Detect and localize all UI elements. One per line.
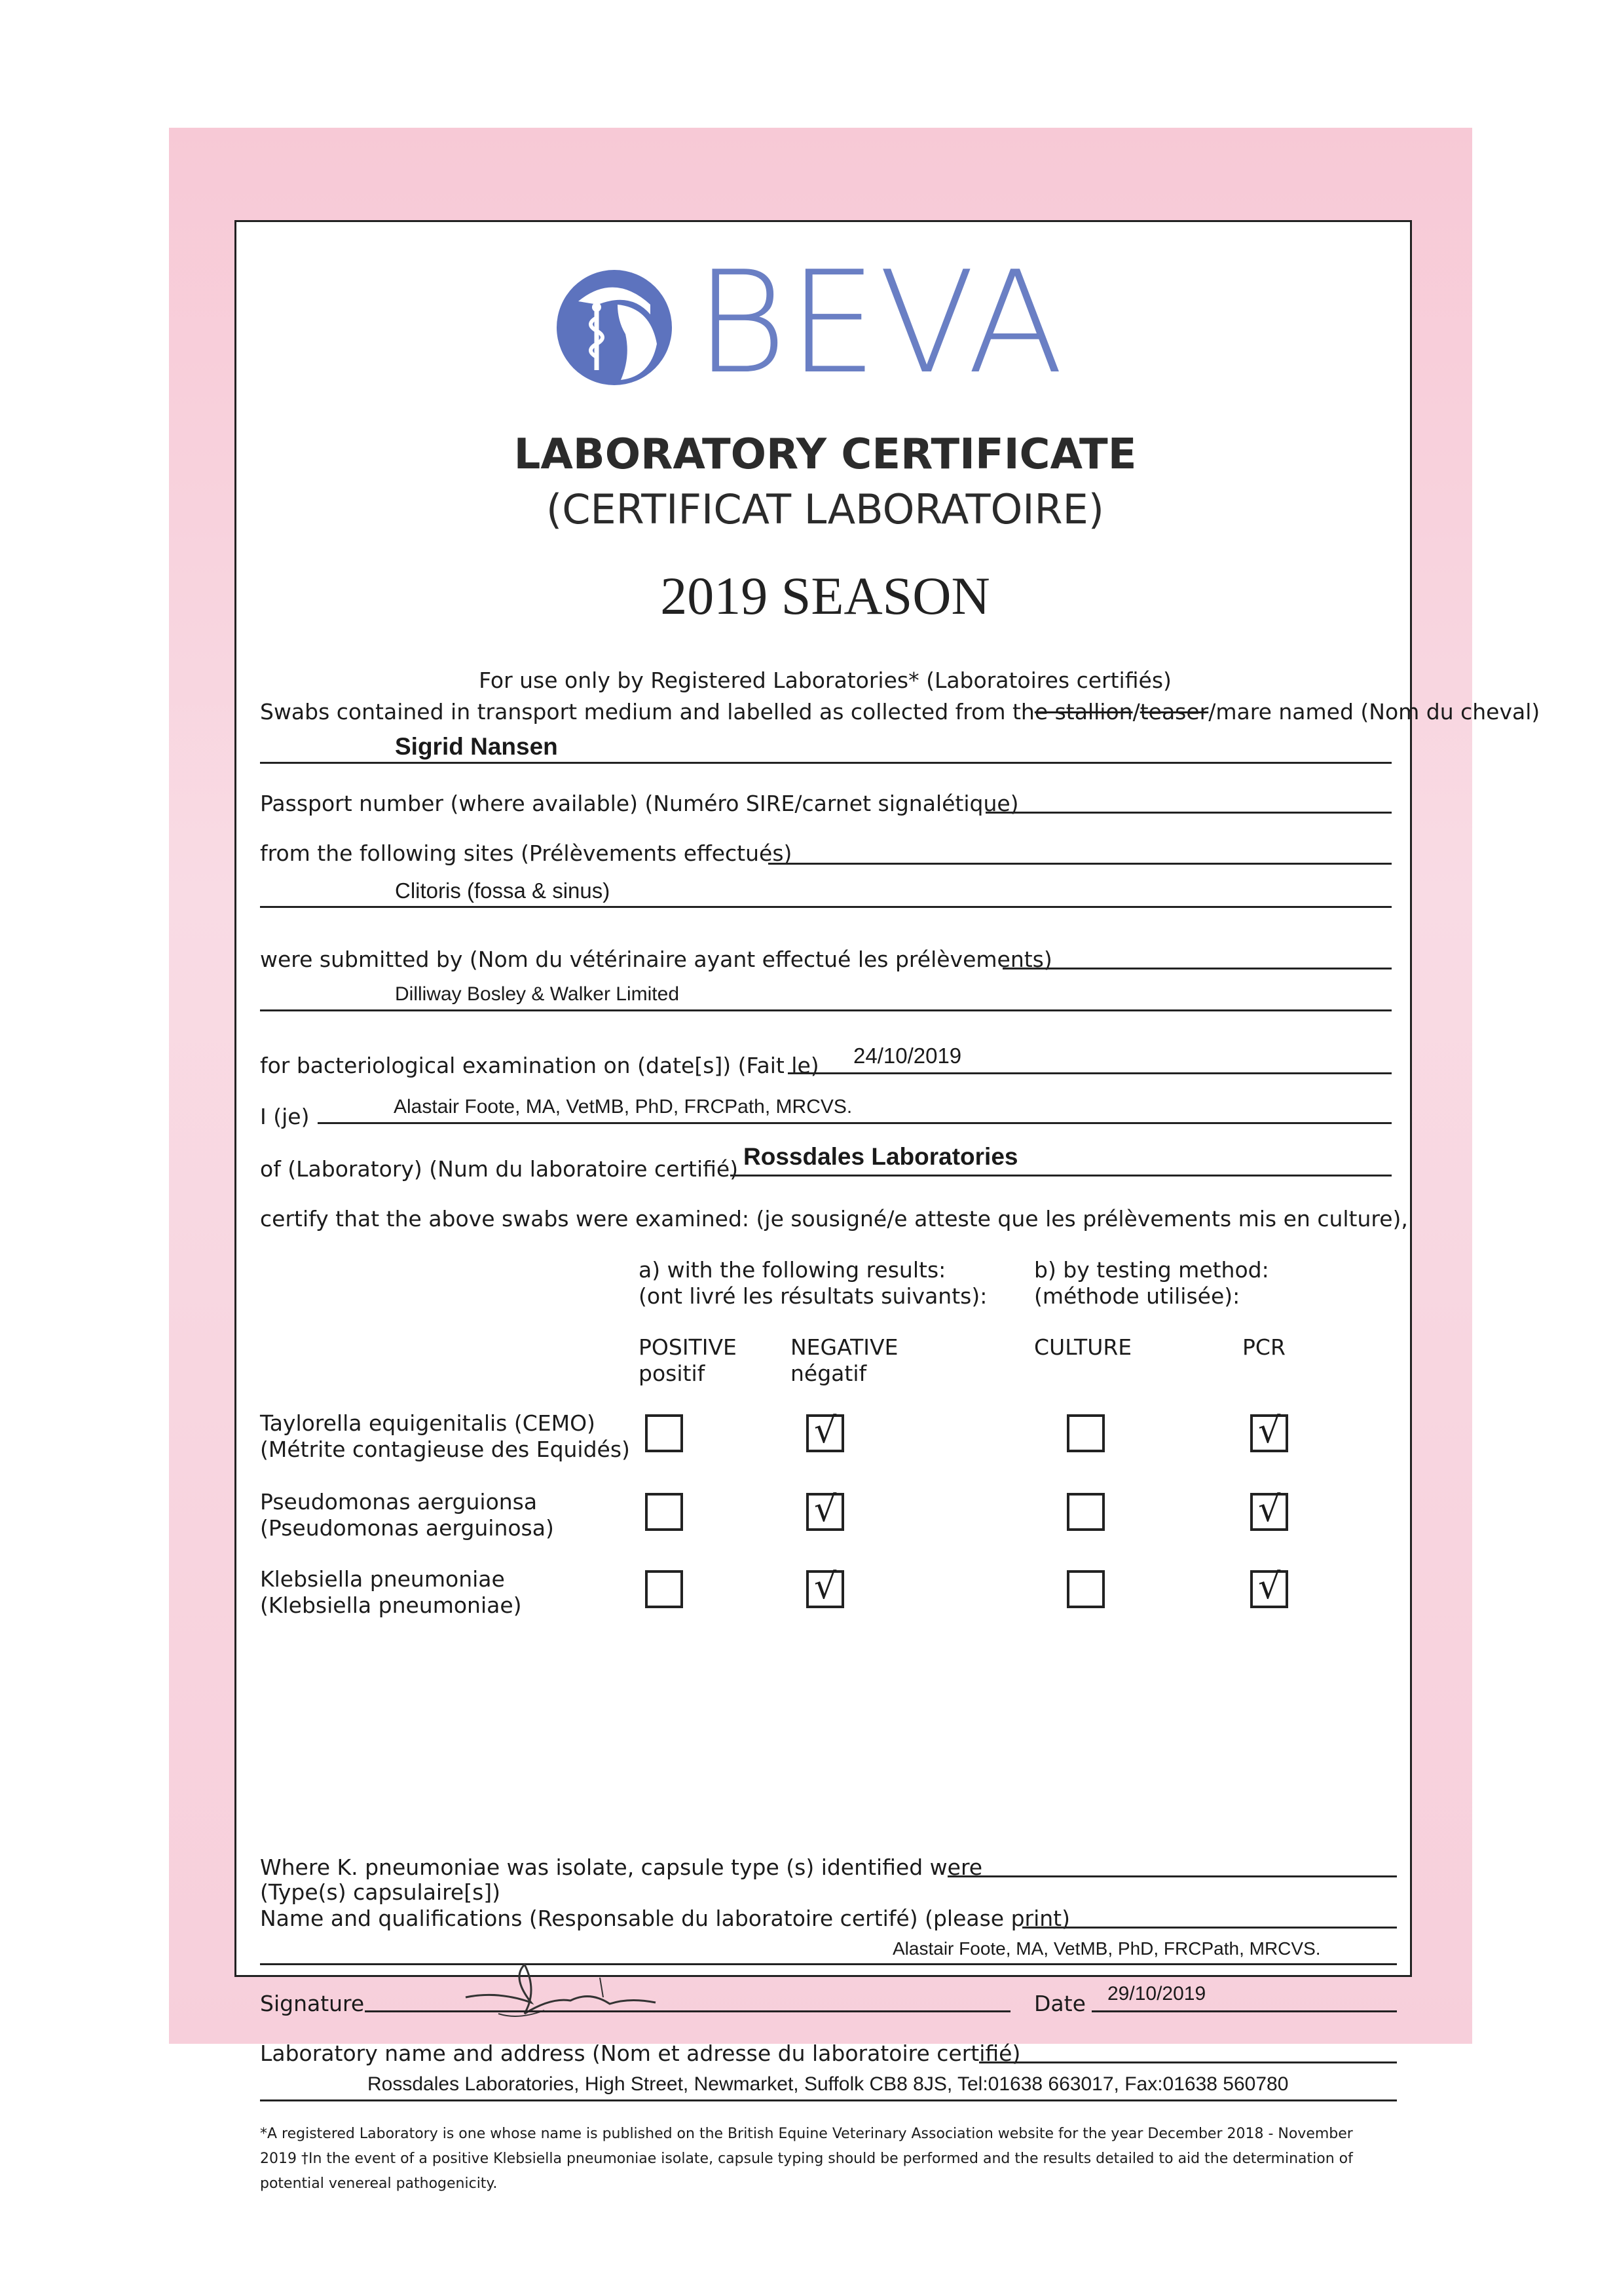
sites-line-1 [768, 863, 1392, 865]
i-label: I (je) [260, 1104, 310, 1129]
logo-text: BEVA [695, 240, 1066, 405]
sites-label: from the following sites (Prélèvements effectués) [260, 840, 792, 866]
passport-line [986, 812, 1392, 814]
name-line-2 [260, 1963, 1397, 1965]
intro-text-end: /mare named (Nom du cheval) [1208, 699, 1540, 725]
submitted-value: Dilliway Bosley & Walker Limited [395, 983, 680, 1005]
date-line [1092, 2010, 1397, 2012]
page-subtitle: (CERTIFICAT LABORATOIRE) [546, 485, 1104, 533]
date-label: Date [1034, 1991, 1086, 2016]
signature-label: Signature [260, 1991, 365, 2016]
submitted-label: were submitted by (Nom du vétérinaire ayant effectué les prélèvements) [260, 947, 1052, 972]
lab-address-value: Rossdales Laboratories, High Street, Newmarket, Suffolk CB8 8JS, Tel:01638 663017, Fax:01638 560780 [367, 2073, 1289, 2095]
season-heading: 2019 SEASON [660, 566, 990, 626]
negative-header: NEGATIVE [790, 1334, 899, 1360]
organism-name: Taylorella equigenitalis (CEMO) [260, 1410, 595, 1436]
intro-line-1: For use only by Registered Laboratories* (Laboratoires certifiés) [479, 668, 1172, 693]
pcr-checkbox[interactable] [1250, 1566, 1288, 1608]
pcr-checkbox[interactable] [1250, 1488, 1288, 1531]
sites-value: Clitoris (fossa & sinus) [395, 878, 610, 903]
exam-date-value: 24/10/2019 [853, 1044, 962, 1068]
name-qualifications-label: Name and qualifications (Responsable du laboratoire certifé) (please print) [260, 1906, 1071, 1931]
negative-checkbox[interactable] [806, 1566, 844, 1608]
results-header-2: (ont livré les résultats suivants): [639, 1283, 988, 1309]
organism-name: Pseudomonas aerguionsa [260, 1489, 538, 1515]
struck-teaser: teaser [1140, 699, 1209, 725]
signed-date-value: 29/10/2019 [1107, 1983, 1206, 2004]
organism-name-fr: (Pseudomonas aerguinosa) [260, 1515, 554, 1541]
organism-name-fr: (Métrite contagieuse des Equidés) [260, 1437, 630, 1462]
laboratory-line [730, 1175, 1392, 1176]
negative-checkbox[interactable] [806, 1410, 844, 1452]
organism-name: Klebsiella pneumoniae [260, 1566, 505, 1592]
checkmark-icon: √ [1258, 1488, 1281, 1530]
horse-name-value: Sigrid Nansen [395, 733, 558, 760]
laboratory-value: Rossdales Laboratories [743, 1143, 1018, 1170]
certificate-frame [234, 220, 1540, 2192]
exam-date-label: for bacteriological examination on (date[s]) (Fait le) [260, 1053, 819, 1078]
struck-stallion: e stallion [1034, 699, 1133, 725]
lab-address-line-1 [979, 2061, 1397, 2063]
results-header-1: a) with the following results: [639, 1257, 946, 1283]
i-value: Alastair Foote, MA, VetMB, PhD, FRCPath, MRCVS. [394, 1096, 853, 1118]
pcr-header: PCR [1242, 1334, 1286, 1360]
pcr-checkbox[interactable] [1250, 1410, 1288, 1452]
signature-line [365, 2010, 1010, 2012]
culture-checkbox[interactable] [1067, 1493, 1105, 1531]
certify-statement: certify that the above swabs were examined: (je sousigné/e atteste que les prélèvements mis en culture), [260, 1206, 1408, 1232]
positive-checkbox[interactable] [645, 1414, 683, 1452]
method-header-1: b) by testing method: [1034, 1257, 1269, 1283]
negative-checkbox[interactable] [806, 1488, 844, 1531]
checkmark-icon: √ [1258, 1410, 1281, 1451]
culture-header: CULTURE [1034, 1334, 1132, 1360]
negative-header-fr: négatif [790, 1361, 867, 1386]
beva-horse-logo-icon [552, 265, 677, 390]
checkmark-icon: √ [814, 1488, 837, 1530]
passport-label: Passport number (where available) (Numéro SIRE/carnet signalétique) [260, 791, 1019, 816]
checkmark-icon: √ [814, 1566, 837, 1607]
lab-address-label: Laboratory name and address (Nom et adresse du laboratoire certifié) [260, 2041, 1021, 2066]
capsule-line [948, 1875, 1397, 1877]
name-line-1 [1022, 1927, 1397, 1929]
intro-text: Swabs contained in transport medium and labelled as collected from th [260, 699, 1035, 725]
positive-header: POSITIVE [639, 1334, 737, 1360]
sites-line-2 [260, 906, 1392, 908]
i-line [318, 1122, 1392, 1124]
culture-checkbox[interactable] [1067, 1414, 1105, 1452]
handwritten-signature [459, 1951, 669, 2023]
checkmark-icon: √ [1258, 1566, 1281, 1607]
laboratory-label: of (Laboratory) (Num du laboratoire certifié) [260, 1156, 739, 1182]
submitted-line-2 [260, 1009, 1392, 1011]
submitted-line-1 [1003, 968, 1392, 969]
positive-header-fr: positif [639, 1361, 705, 1386]
footnote-line-3: potential venereal pathogenicity. [260, 2175, 498, 2192]
positive-checkbox[interactable] [645, 1493, 683, 1531]
horse-name-line [260, 762, 1392, 764]
lab-address-line-2 [260, 2099, 1397, 2101]
footnote-line-2: 2019 †In the event of a positive Klebsiella pneumoniae isolate, capsule typing should be performed and the results detailed to aid the determination of [260, 2151, 1353, 2167]
organism-name-fr: (Klebsiella pneumoniae) [260, 1592, 522, 1618]
exam-date-line [788, 1072, 1392, 1074]
positive-checkbox[interactable] [645, 1570, 683, 1608]
footnote-line-1: *A registered Laboratory is one whose name is published on the British Equine Veterinary Association website for the year December 2018 - November [260, 2126, 1353, 2142]
culture-checkbox[interactable] [1067, 1570, 1105, 1608]
intro-sep: / [1132, 699, 1140, 725]
checkmark-icon: √ [814, 1410, 837, 1451]
capsule-label: Where K. pneumoniae was isolate, capsule type (s) identified were [260, 1854, 983, 1880]
intro-line-2 [260, 699, 1540, 725]
method-header-2: (méthode utilisée): [1034, 1283, 1240, 1309]
capsule-label-fr: (Type(s) capsulaire[s]) [260, 1879, 501, 1905]
name-qualifications-value: Alastair Foote, MA, VetMB, PhD, FRCPath, MRCVS. [893, 1938, 1321, 1959]
page-title: LABORATORY CERTIFICATE [513, 430, 1137, 479]
